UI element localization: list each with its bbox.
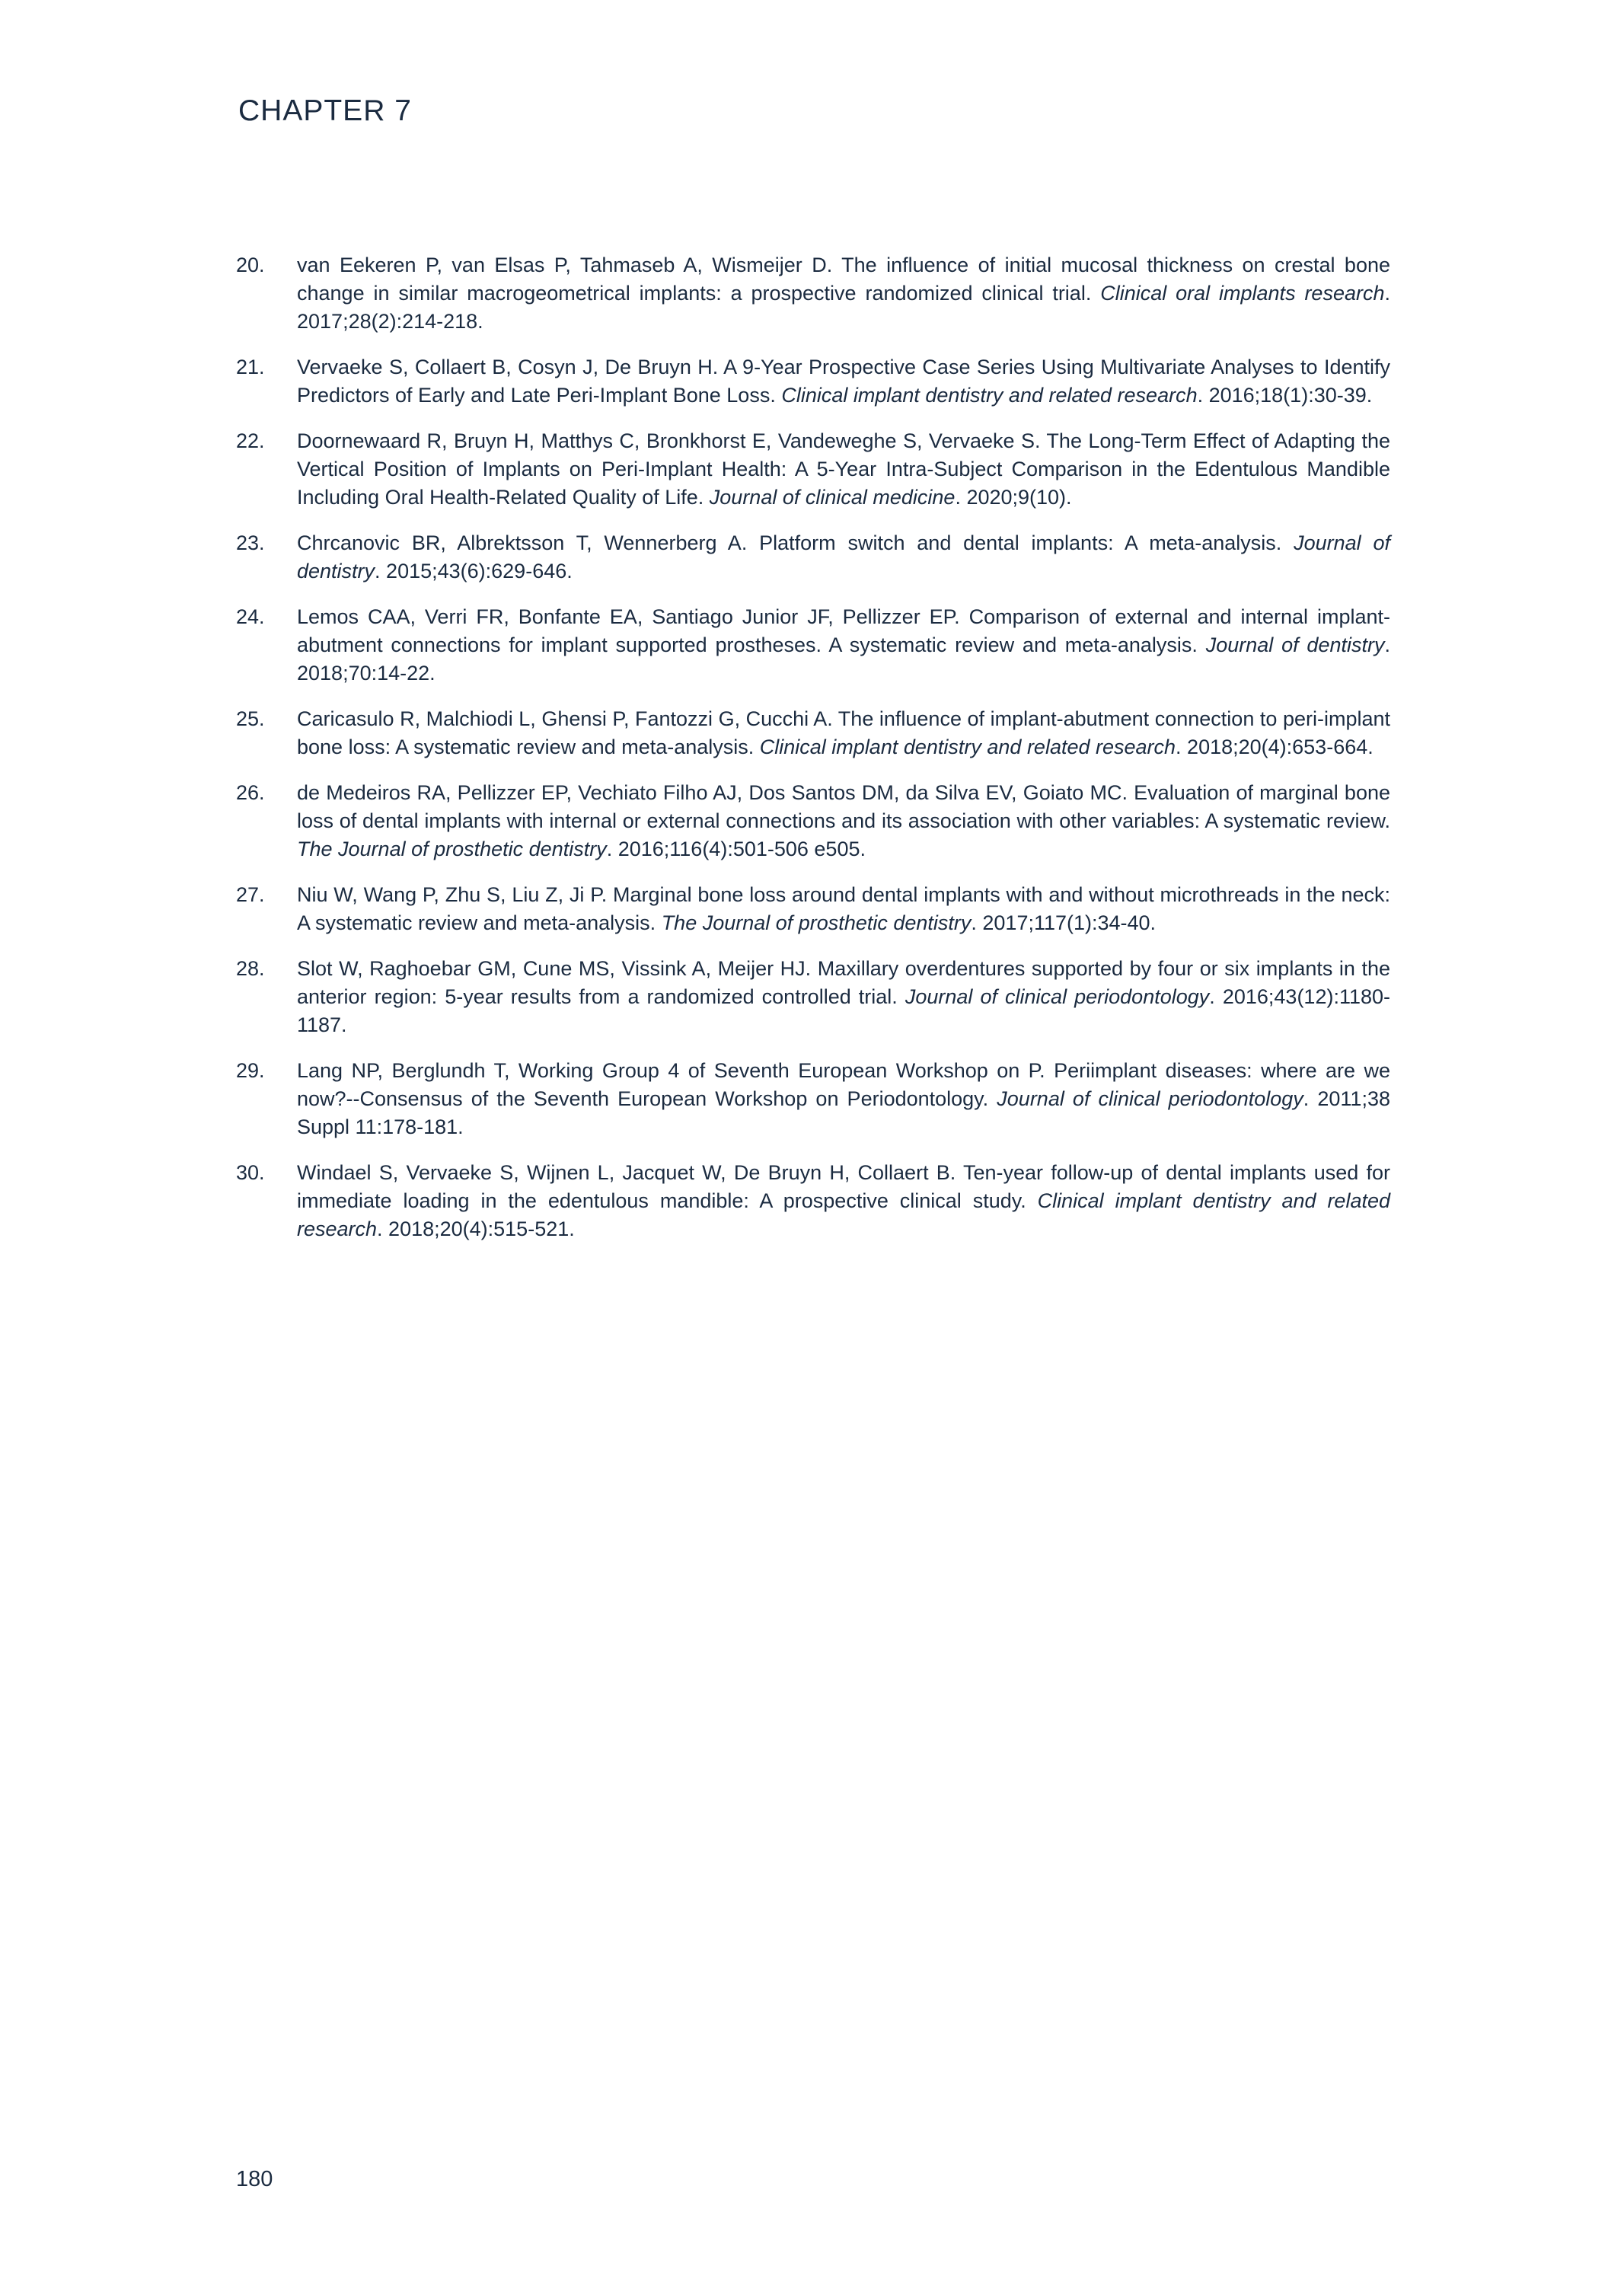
reference-segment: . 2016;43(12):1180-1187.	[297, 985, 1391, 1036]
journal-name: The Journal of prosthetic dentistry	[661, 911, 972, 934]
reference-segment: . 2017;117(1):34-40.	[971, 911, 1157, 934]
journal-name: Clinical implant dentistry and related research	[297, 1189, 1390, 1240]
reference-segment: . 2018;70:14-22.	[297, 633, 1390, 685]
reference-segment: Lemos CAA, Verri FR, Bonfante EA, Santiago Junior JF, Pellizzer EP. Comparison of external and internal implant-abutment connections for implant supported prostheses. A systematic review and meta-analysis.	[297, 605, 1390, 656]
reference-segment: Niu W, Wang P, Zhu S, Liu Z, Ji P. Marginal bone loss around dental implants with and without microthreads in the neck: A systematic review and meta-analysis.	[297, 883, 1390, 934]
page-number: 180	[236, 2167, 273, 2191]
reference-text	[297, 529, 1390, 586]
reference-item	[236, 705, 1390, 761]
reference-text	[297, 1057, 1390, 1141]
reference-segment: Windael S, Vervaeke S, Wijnen L, Jacquet W, De Bruyn H, Collaert B. Ten-year follow-up of dental implants used for immediate loading in the edentulous mandible: A prospective clinical study.	[297, 1161, 1390, 1212]
reference-item	[236, 1057, 1390, 1141]
reference-item	[236, 881, 1390, 937]
reference-text	[297, 779, 1390, 863]
reference-text	[297, 705, 1390, 761]
reference-segment: Chrcanovic BR, Albrektsson T, Wennerberg A. Platform switch and dental implants: A meta-analysis.	[297, 531, 1294, 554]
reference-item	[236, 955, 1390, 1039]
reference-segment: Doornewaard R, Bruyn H, Matthys C, Bronkhorst E, Vandeweghe S, Vervaeke S. The Long-Term Effect of Adapting the Vertical Position of Implants on Peri-Implant Health: A 5-Year Intra-Subject Comparison in the Edentulous Mandible Including Oral Health-Related Quality of Life.	[297, 429, 1390, 509]
reference-segment: Lang NP, Berglundh T, Working Group 4 of Seventh European Workshop on P. Periimplant diseases: where are we now?--Consensus of the Seventh European Workshop on Periodontology.	[297, 1059, 1390, 1110]
chapter-header: CHAPTER 7	[238, 94, 412, 127]
reference-segment: . 2018;20(4):515-521.	[377, 1217, 575, 1240]
reference-segment: . 2016;18(1):30-39.	[1197, 384, 1373, 407]
journal-name: Clinical implant dentistry and related research	[781, 384, 1198, 407]
journal-name: Journal of clinical periodontology	[905, 985, 1210, 1008]
reference-text	[297, 955, 1390, 1039]
reference-item	[236, 251, 1390, 336]
reference-number: 21.	[236, 356, 265, 378]
reference-number: 25.	[236, 707, 265, 730]
reference-number: 22.	[236, 429, 265, 452]
reference-number: 23.	[236, 531, 265, 554]
reference-text	[297, 603, 1390, 688]
reference-text	[297, 251, 1390, 336]
journal-name: Clinical implant dentistry and related research	[759, 736, 1176, 758]
references-list	[236, 251, 1390, 1261]
reference-item	[236, 353, 1390, 410]
reference-text	[297, 353, 1390, 410]
reference-text	[297, 881, 1390, 937]
reference-segment: de Medeiros RA, Pellizzer EP, Vechiato Filho AJ, Dos Santos DM, da Silva EV, Goiato MC. Evaluation of marginal bone loss of dental implants with internal or external connections and its association with other variables: A systematic review.	[297, 781, 1390, 832]
reference-segment: . 2016;116(4):501-506 e505.	[606, 838, 866, 860]
reference-item	[236, 427, 1390, 512]
reference-number: 27.	[236, 883, 265, 906]
reference-segment: . 2020;9(10).	[955, 486, 1072, 509]
journal-name: Journal of dentistry	[1205, 633, 1385, 656]
reference-segment: . 2011;38 Suppl 11:178-181.	[297, 1087, 1390, 1138]
journal-name: Journal of dentistry	[297, 531, 1390, 582]
reference-text	[297, 1159, 1390, 1243]
reference-item	[236, 779, 1390, 863]
reference-segment: . 2017;28(2):214-218.	[297, 282, 1391, 333]
reference-text	[297, 427, 1390, 512]
journal-name: The Journal of prosthetic dentistry	[297, 838, 607, 860]
reference-segment: Slot W, Raghoebar GM, Cune MS, Vissink A, Meijer HJ. Maxillary overdentures supported by four or six implants in the anterior region: 5-year results from a randomized controlled trial.	[297, 957, 1390, 1008]
reference-item	[236, 1159, 1390, 1243]
reference-item	[236, 603, 1390, 688]
journal-name: Clinical oral implants research	[1100, 282, 1385, 305]
reference-segment: . 2018;20(4):653-664.	[1176, 736, 1374, 758]
journal-name: Journal of clinical medicine	[709, 486, 956, 509]
reference-segment: Vervaeke S, Collaert B, Cosyn J, De Bruyn H. A 9-Year Prospective Case Series Using Multivariate Analyses to Identify Predictors of Early and Late Peri-Implant Bone Loss.	[297, 356, 1390, 407]
reference-number: 30.	[236, 1161, 265, 1184]
reference-segment: Caricasulo R, Malchiodi L, Ghensi P, Fantozzi G, Cucchi A. The influence of implant-abutment connection to peri-implant bone loss: A systematic review and meta-analysis.	[297, 707, 1390, 758]
reference-number: 29.	[236, 1059, 265, 1082]
reference-number: 28.	[236, 957, 265, 980]
reference-number: 20.	[236, 254, 265, 276]
reference-segment: van Eekeren P, van Elsas P, Tahmaseb A, Wismeijer D. The influence of initial mucosal thickness on crestal bone change in similar macrogeometrical implants: a prospective randomized clinical trial.	[297, 254, 1390, 305]
reference-item	[236, 529, 1390, 586]
reference-number: 24.	[236, 605, 265, 628]
journal-name: Journal of clinical periodontology	[997, 1087, 1303, 1110]
reference-segment: . 2015;43(6):629-646.	[375, 560, 573, 582]
reference-number: 26.	[236, 781, 265, 804]
